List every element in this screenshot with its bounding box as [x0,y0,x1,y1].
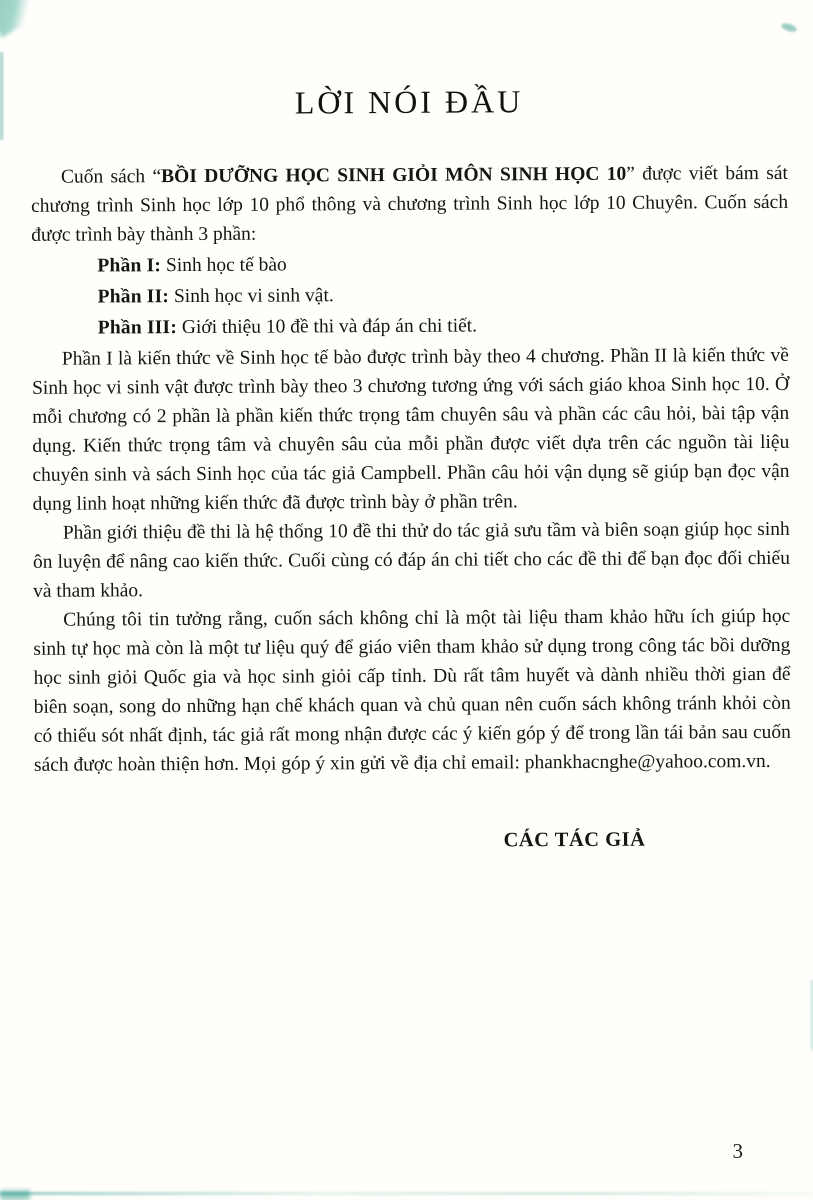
part-2-label: Phần II: [97,286,170,308]
part-1-label: Phần I: [97,255,162,277]
part-1-text: Sinh học tế bào [165,254,287,277]
scan-artifact-bottom-edge [0,1192,813,1195]
paragraph-exams: Phần giới thiệu đề thi là hệ thống 10 đề thi thử do tác giả sưu tầm và biên soạn giúp học sinh ôn luyện để nâng cao kiến thức. Cuối cùng có đáp án chi tiết cho các đề thi để bạn đọc đối chiếu và tham khảo. [32,518,790,602]
scan-artifact-bottom-left [0,1190,30,1200]
part-3-text: Giới thiệu 10 đề thi và đáp án chi tiết. [181,315,478,339]
part-item-2 [31,279,788,312]
part-2-text: Sinh học vi sinh vật. [173,285,334,308]
intro-text-before: Cuốn sách “ [60,166,162,188]
paragraph-intro [31,159,788,250]
page-number: 3 [732,1139,743,1163]
book-title-bold: BỒI DƯỠNG HỌC SINH GIỎI MÔN SINH HỌC 10 [161,163,627,188]
paragraph-closing: Chúng tôi tin tưởng rằng, cuốn sách không chỉ là một tài liệu tham khảo hữu ích giúp học sinh tự học mà còn là một tư liệu quý để giáo viên tham khảo sử dụng trong công tác bồi dưỡng học sinh giỏi Quốc gia và học sinh giỏi cấp tỉnh. Dù rất tâm huyết và dành nhiều thời gian để biên soạn, song do những hạn chế khách quan và chủ quan nên cuốn sách không tránh khỏi còn có thiếu sót nhất định, tác giả rất mong nhận được các ý kiến góp ý để trong lần tái bản sau cuốn sách được hoàn thiện hơn. Mọi góp ý xin gửi về địa chỉ email: phankhacnghe@yahoo.com.vn. [33,605,791,776]
part-3-label: Phần III: [97,317,178,339]
intro-text-after: ” được viết bám sát chương trình Sinh học lớp 10 phổ thông và chương trình Sinh học lớp 10 Chuyên. Cuốn sách được trình bày thành 3 phần: [31,162,789,246]
page-title: LỜI NÓI ĐẦU [294,83,524,121]
part-item-1 [31,248,788,281]
part-item-3 [32,310,789,343]
authors-signature: CÁC TÁC GIẢ [503,828,646,852]
paragraph-structure: Phần I là kiến thức về Sinh học tế bào được trình bày theo 4 chương. Phần II là kiến thức về Sinh học vi sinh vật được trình bày theo 3 chương tương ứng với sách giáo khoa Sinh học 10. Ở mỗi chương có 2 phần là phần kiến thức trọng tâm chuyên sâu và phần các câu hỏi, bài tập vận dụng. Kiến thức trọng tâm và chuyên sâu của mỗi phần được viết dựa trên các nguồn tài liệu chuyên sinh và sách Sinh học của tác giả Campbell. Phần câu hỏi vận dụng sẽ giúp bạn đọc vận dụng linh hoạt những kiến thức đã được trình bày ở phần trên. [31,344,790,515]
